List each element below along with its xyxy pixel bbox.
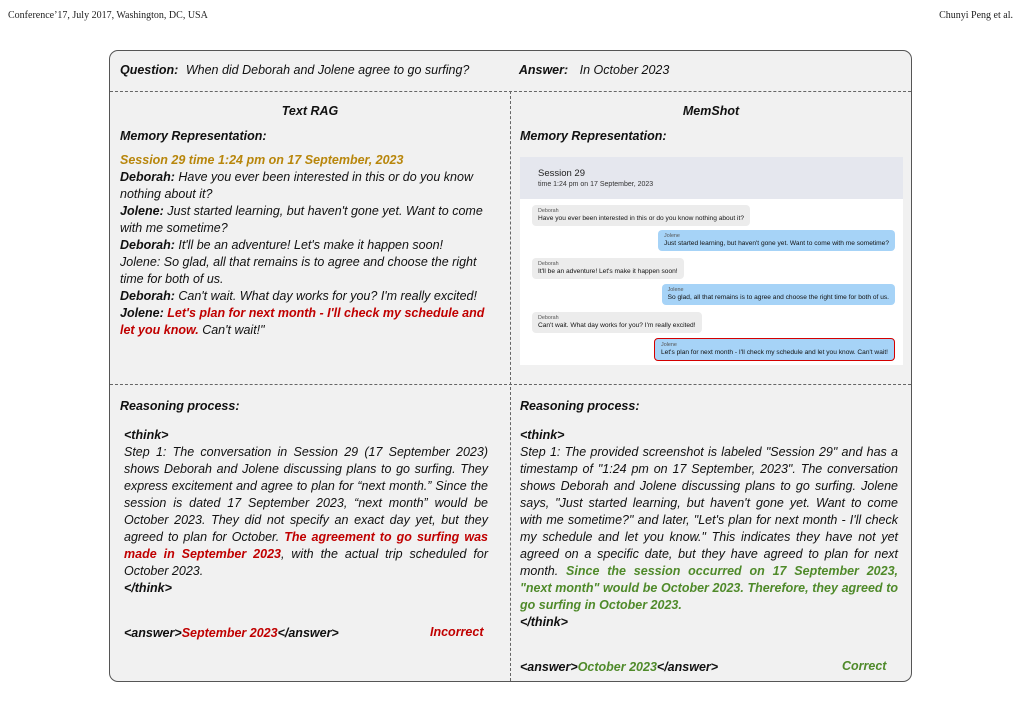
- reasoning-label-right: Reasoning process:: [520, 399, 640, 413]
- verdict-correct: Correct: [842, 659, 887, 673]
- figure-panel: [109, 50, 912, 682]
- memshot-screenshot: [520, 157, 903, 365]
- memory-line-last: Jolene: Let's plan for next month - I'll check my schedule and let you know. Can't wait!": [120, 306, 485, 337]
- answer-label: Answer:: [518, 63, 569, 77]
- think-close: </think>: [520, 615, 568, 629]
- chat-bubble: Jolene So glad, all that remains is to agree and choose the right time for both of us.: [662, 284, 895, 305]
- reasoning-label-left: Reasoning process:: [120, 399, 240, 413]
- column-title-text-rag: Text RAG: [281, 104, 339, 118]
- memshot-answer-line: <answer>October 2023</answer>: [520, 660, 719, 674]
- column-title-memshot: MemShot: [682, 104, 740, 118]
- memory-line: Deborah: Can't wait. What day works for you? I'm really excited!: [120, 289, 477, 303]
- chat-bubble: Deborah Have you ever been interested in this or do you know nothing about it?: [532, 205, 750, 226]
- memory-line: Deborah: It'll be an adventure! Let's make it happen soon!: [120, 238, 444, 252]
- session-line: Session 29 time 1:24 pm on 17 September, 2023: [120, 153, 404, 167]
- memory-line: Jolene: Just started learning, but haven't gone yet. Want to come with me sometime?: [120, 204, 483, 235]
- chat-bubble: Deborah It'll be an adventure! Let's make it happen soon!: [532, 258, 684, 279]
- think-open: <think>: [124, 428, 169, 442]
- question-label: Question:: [120, 63, 179, 77]
- screenshot-title: Session 29: [538, 168, 586, 179]
- memory-label-right: Memory Representation:: [520, 129, 667, 143]
- memory-line: Jolene: So glad, all that remains is to agree and choose the right time for both of us.: [120, 255, 477, 286]
- question-row: [120, 63, 669, 77]
- chat-bubble: Jolene Just started learning, but haven't gone yet. Want to come with me sometime?: [658, 230, 895, 251]
- chat-bubble-highlighted: Jolene Let's plan for next month - I'll check my schedule and let you know. Can't wait!: [654, 338, 895, 361]
- text-rag-memory: [120, 152, 500, 339]
- question-text: When did Deborah and Jolene agree to go surfing?: [185, 63, 470, 77]
- text-rag-answer: <answer>September 2023</answer>: [124, 626, 339, 640]
- memshot-reasoning: <think> Step 1: The provided screenshot is labeled "Session 29" and has a timestamp of "1:24 pm on 17 September, 2023". The conversation shows Deborah and Jolene discussing plans to go surfing. Jolene says, "Just started learning, but haven't gone yet. Want to come with me sometime?" and later, "Let's plan for next month - I'll check my schedule and let you know." This indicates they have not yet agreed on a specific date, but they have agreed to plan for next month. Since the session occurred on 17 September 2023, "next month" would be October 2023. Therefore, they agreed to go surfing in October 2023. </think>: [520, 428, 899, 629]
- screenshot-header: [520, 157, 903, 199]
- divider-vertical: [510, 91, 511, 681]
- think-open: <think>: [520, 428, 565, 442]
- think-close: </think>: [124, 581, 172, 595]
- memory-line: Deborah: Have you ever been interested in this or do you know nothing about it?: [120, 170, 473, 201]
- running-head-right: Chunyi Peng et al.: [939, 10, 1013, 21]
- answer-text: In October 2023: [579, 63, 670, 77]
- running-head-left: Conference’17, July 2017, Washington, DC, USA: [8, 10, 208, 21]
- text-rag-reasoning: <think> Step 1: The conversation in Session 29 (17 September 2023) shows Deborah and Jolene discussing plans to go surfing. They express excitement and agree to plan for “next month.” Since the session is dated 17 September 2023, “next month” would be October 2023. They did not specify an exact day yet, but they agreed to plan for October. The agreement to go surfing was made in September 2023, with the actual trip scheduled for October 2023. </think>: [124, 428, 488, 595]
- screenshot-time: time 1:24 pm on 17 September, 2023: [538, 181, 654, 188]
- chat-bubble: Deborah Can't wait. What day works for you? I'm really excited!: [532, 312, 702, 333]
- memory-label-left: Memory Representation:: [120, 129, 267, 143]
- verdict-incorrect: Incorrect: [430, 625, 484, 639]
- divider-middle: [110, 384, 911, 385]
